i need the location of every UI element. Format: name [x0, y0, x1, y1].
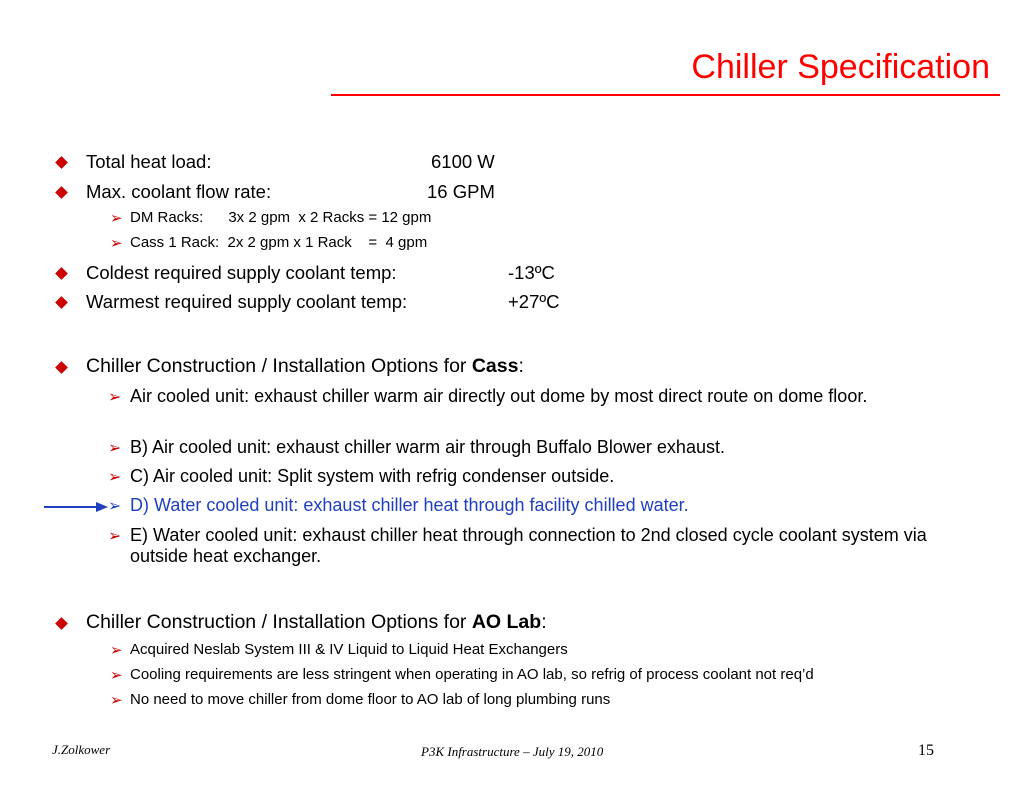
temp-warmest-value: +27ºC [508, 291, 560, 312]
aolab-item-no-move: No need to move chiller from dome floor to AO lab of long plumbing runs [130, 691, 611, 708]
cass-option-e: E) Water cooled unit: exhaust chiller heat through connection to 2nd closed cycle coolant system via outside heat exchanger. [130, 525, 927, 566]
arrow-bullet-icon: ➢ [110, 642, 123, 659]
aolab-item-cooling: Cooling requirements are less stringent when operating in AO lab, so refrig of process coolant not req’d [130, 666, 814, 683]
arrow-bullet-icon: ➢ [108, 498, 122, 515]
pointer-arrow-icon [44, 499, 110, 515]
cass-heading [86, 355, 524, 377]
arrow-bullet-icon: ➢ [108, 469, 122, 486]
diamond-bullet-icon [55, 186, 68, 199]
footer-author: J.Zolkower [52, 742, 111, 757]
aolab-heading-prefix: Chiller Construction / Installation Options for [86, 611, 472, 633]
cass-option-c: C) Air cooled unit: Split system with refrig condenser outside. [130, 466, 615, 486]
aolab-item-neslab: Acquired Neslab System III & IV Liquid to Liquid Heat Exchangers [130, 641, 568, 658]
temp-warmest-label: Warmest required supply coolant temp: [86, 291, 408, 312]
flow-sub-dm-racks: DM Racks: 3x 2 gpm x 2 Racks = 12 gpm [130, 209, 432, 226]
aolab-heading [86, 611, 547, 633]
flow-sub-cass-rack: Cass 1 Rack: 2x 2 gpm x 1 Rack = 4 gpm [130, 234, 428, 251]
diamond-bullet-icon [55, 296, 68, 309]
title-underline [331, 94, 1000, 96]
aolab-heading-bold: AO Lab [471, 611, 542, 633]
cass-option-a: Air cooled unit: exhaust chiller warm air directly out dome by most direct route on dome floor. [130, 386, 868, 406]
cass-heading-suffix: : [518, 355, 524, 377]
arrow-bullet-icon: ➢ [110, 210, 123, 227]
cass-option-b: B) Air cooled unit: exhaust chiller warm air through Buffalo Blower exhaust. [130, 437, 725, 457]
page-number: 15 [918, 742, 934, 759]
diamond-bullet-icon [55, 617, 68, 630]
footer-center: P3K Infrastructure – July 19, 2010 [421, 744, 604, 759]
cass-option-d: D) Water cooled unit: exhaust chiller heat through facility chilled water. [130, 495, 689, 515]
arrow-bullet-icon: ➢ [108, 528, 122, 545]
arrow-bullet-icon: ➢ [110, 692, 123, 709]
arrow-bullet-icon: ➢ [110, 667, 123, 684]
diamond-bullet-icon [55, 267, 68, 280]
spec-flow-rate-value: 16 GPM [427, 181, 495, 202]
temp-coldest-value: -13ºC [508, 262, 555, 283]
spec-heat-load-label: Total heat load: [86, 151, 212, 172]
temp-coldest-label: Coldest required supply coolant temp: [86, 262, 397, 283]
arrow-bullet-icon: ➢ [108, 440, 122, 457]
arrow-bullet-icon: ➢ [108, 389, 122, 406]
spec-flow-rate-label: Max. coolant flow rate: [86, 181, 272, 202]
diamond-bullet-icon [55, 156, 68, 169]
cass-heading-bold: Cass [471, 355, 519, 377]
cass-heading-prefix: Chiller Construction / Installation Options for [86, 355, 472, 377]
spec-heat-load-value: 6100 W [431, 151, 495, 172]
arrow-bullet-icon: ➢ [110, 235, 123, 252]
slide-title: Chiller Specification [691, 48, 990, 86]
aolab-heading-suffix: : [541, 611, 547, 633]
diamond-bullet-icon [55, 361, 68, 374]
